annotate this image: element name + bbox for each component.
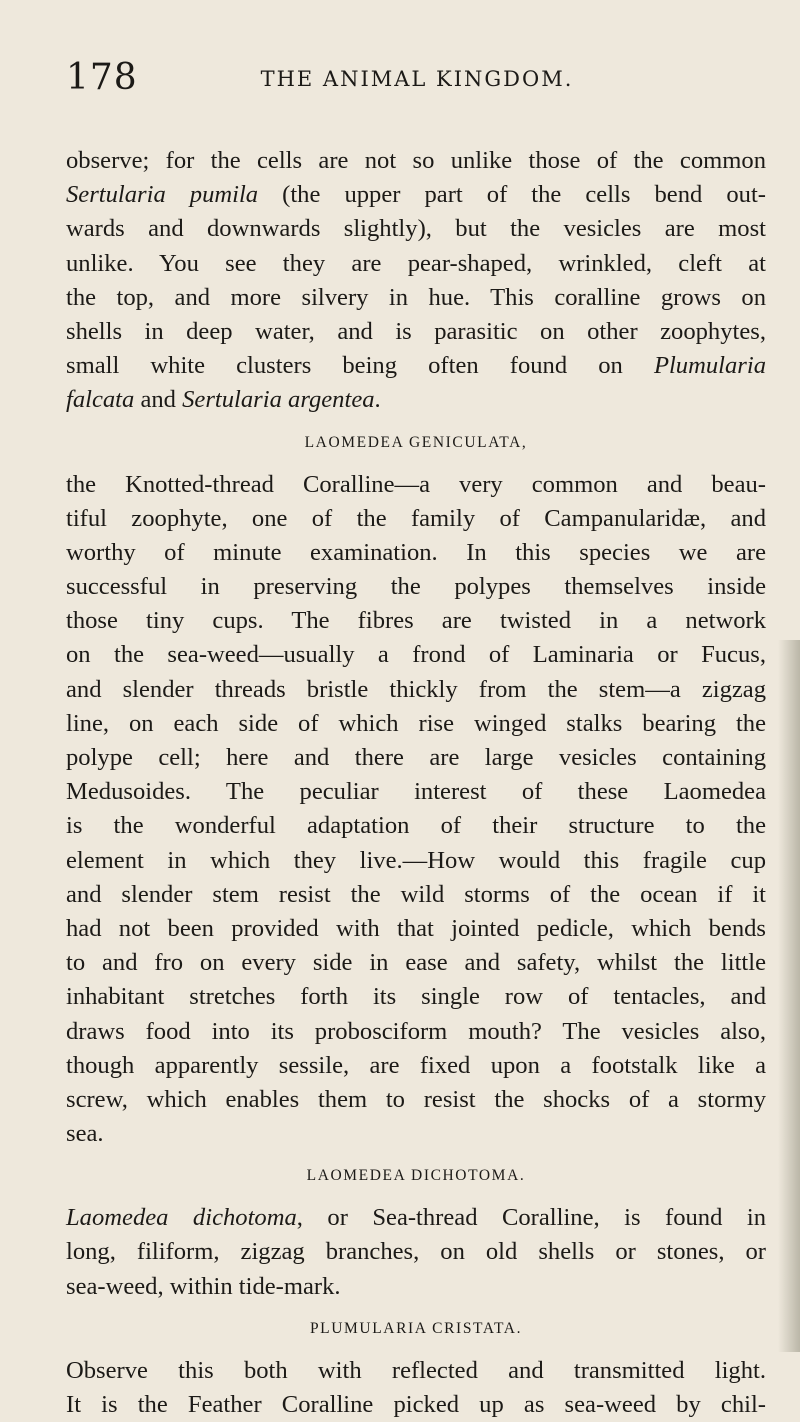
text-line: the top, and more silvery in hue. This coralline grows on [66,283,766,311]
page-edge-shadow [778,640,800,1352]
text-line: had not been provided with that jointed pedicle, which bends [66,914,766,942]
text-line: tiful zoophyte, one of the family of Campanularidæ, and [66,504,766,532]
text-line: It is the Feather Coralline picked up as sea-weed by chil- [66,1391,766,1418]
text-line: inhabitant stretches forth its single row of tentacles, and [66,983,766,1011]
text-line: unlike. You see they are pear-shaped, wrinkled, cleft at [66,249,766,277]
text-line: shells in deep water, and is parasitic on other zoophytes, [66,317,766,345]
text-line: sea-weed, within tide-mark. [66,1272,341,1300]
section-heading: LAOMEDEA DICHOTOMA. [306,1167,526,1185]
text-line: those tiny cups. The fibres are twisted in a network [66,607,766,635]
running-head [66,58,738,98]
text-line: line, on each side of which rise winged stalks bearing the [66,709,766,737]
text-line: polype cell; here and there are large vesicles containing [66,744,766,771]
text-line: and slender stem resist the wild storms of the ocean if it [66,880,766,908]
text-line: Laomedea dichotoma, or Sea-thread Coralline, is found in [66,1204,766,1232]
text-line: screw, which enables them to resist the shocks of a stormy [66,1085,766,1113]
text-line: element in which they live.—How would this fragile cup [66,846,766,874]
text-line: successful in preserving the polypes themselves inside [66,573,766,601]
section-heading: PLUMULARIA CRISTATA. [309,1319,523,1337]
text-line: on the sea-weed—usually a frond of Laminaria or Fucus, [66,641,766,669]
text-line: sea. [66,1120,104,1148]
text-line: worthy of minute examination. In this species we are [66,538,766,566]
text-line: Medusoides. The peculiar interest of these Laomedea [66,778,766,806]
text-line: the Knotted-thread Coralline—a very common and beau- [66,470,766,498]
running-title: THE ANIMAL KINGDOM. [260,67,574,91]
text-line: wards and downwards slightly), but the vesicles are most [66,215,766,243]
body-text [66,144,766,1422]
text-line: and slender threads bristle thickly from the stem—a zigzag [66,675,766,703]
text-line: observe; for the cells are not so unlike those of the common [66,147,766,174]
text-line: though apparently sessile, are fixed upon a footstalk like a [66,1051,766,1079]
section-heading: LAOMEDEA GENICULATA, [304,433,528,451]
text-line: draws food into its probosciform mouth? The vesicles also, [66,1017,766,1045]
text-line: falcata and Sertularia argentea. [66,386,381,414]
page-number: 178 [66,57,138,98]
text-line: Sertularia pumila (the upper part of the cells bend out- [66,181,766,209]
text-line: is the wonderful adaptation of their structure to the [66,812,766,840]
text-line: small white clusters being often found on Plumularia [66,352,766,380]
text-line: Observe this both with reflected and transmitted light. [66,1356,766,1384]
text-line: long, filiform, zigzag branches, on old shells or stones, or [66,1238,766,1266]
text-line: to and fro on every side in ease and safety, whilst the little [66,949,766,977]
